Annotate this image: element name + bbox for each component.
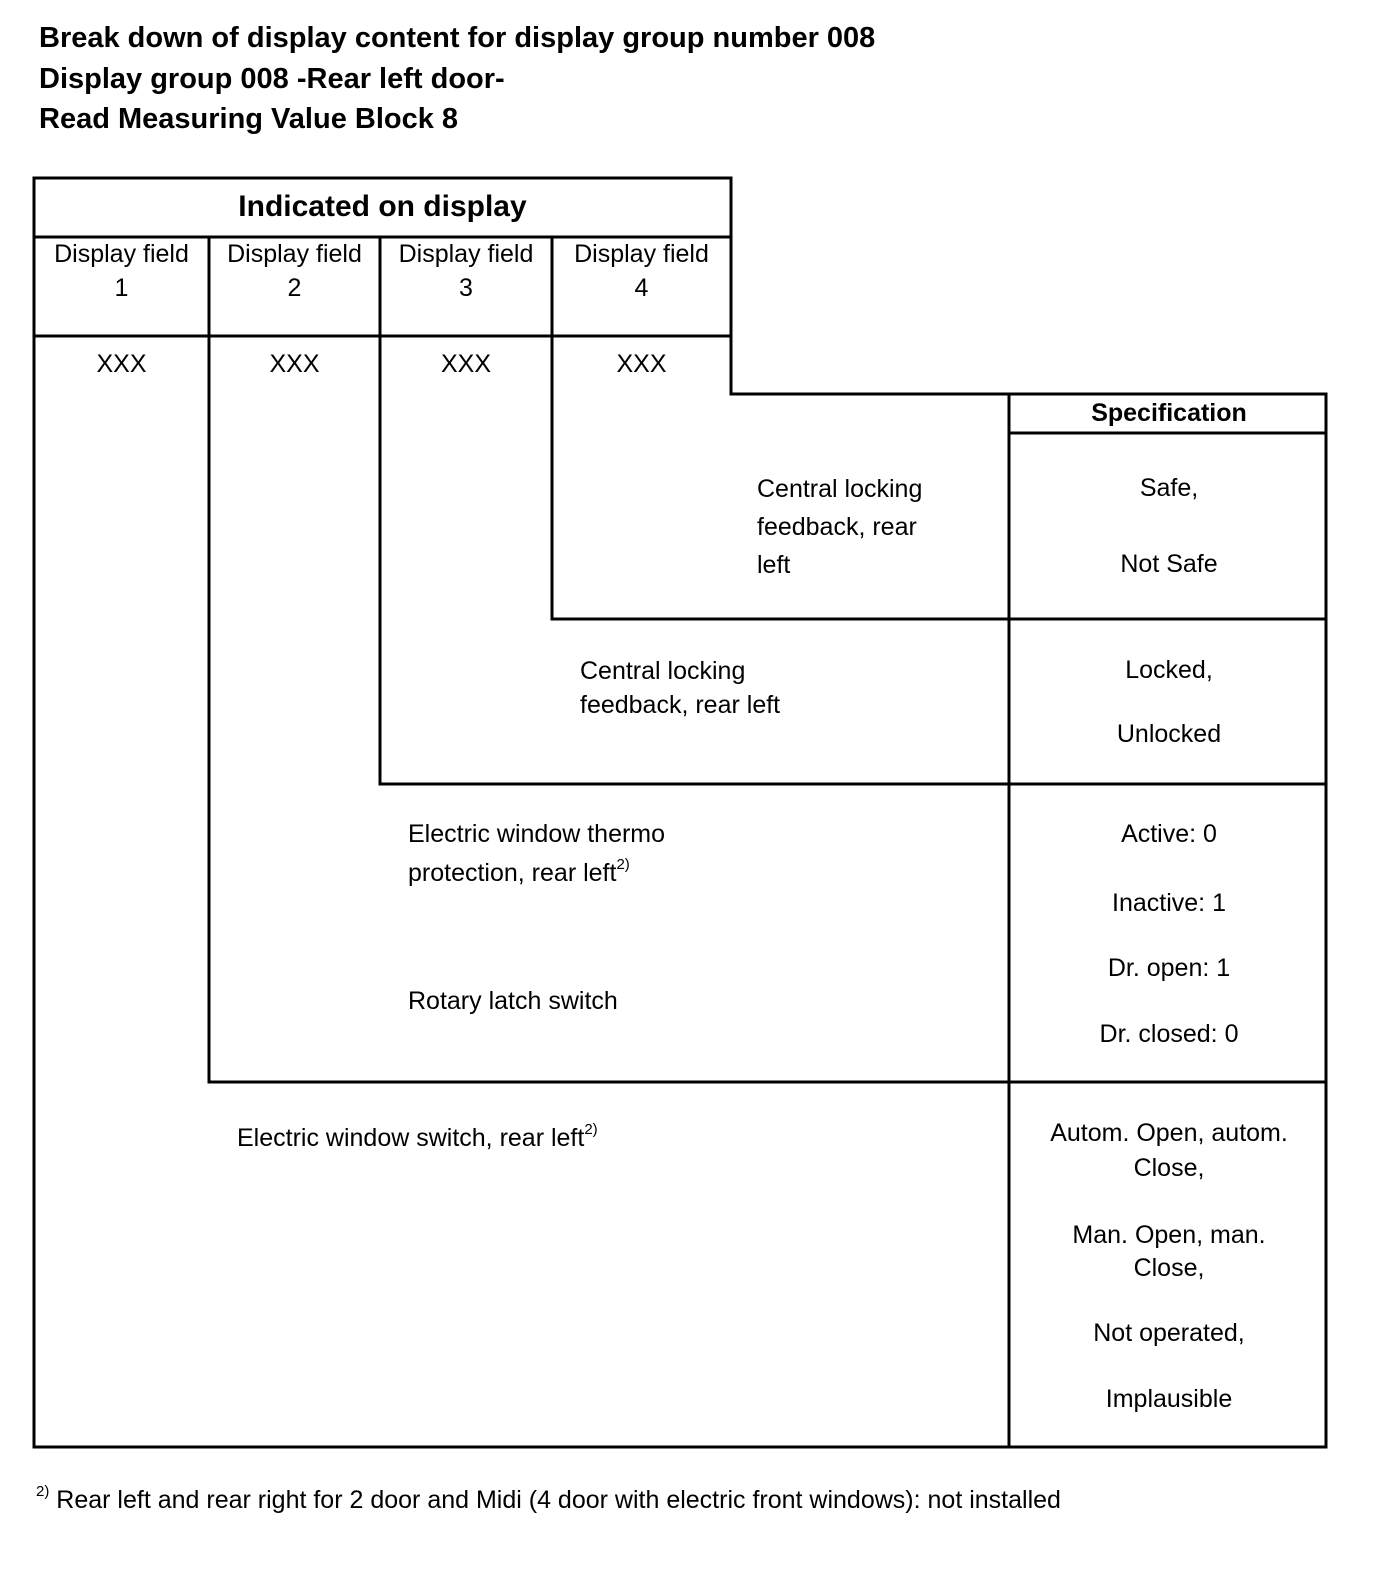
display-field-4-header <box>552 237 731 305</box>
field2-label-rotary: Rotary latch switch <box>408 987 618 1015</box>
field3-label <box>580 654 780 722</box>
field4-label-line2: feedback, rear <box>757 513 917 541</box>
field1-spec-4: Close, <box>1133 1254 1205 1282</box>
field2-spec-2: Inactive: 1 <box>1112 889 1226 917</box>
display-field-3-label: Display field <box>398 240 534 268</box>
field3-label-line1: Central locking <box>580 657 746 685</box>
title-line-1: Break down of display content for display group number 008 <box>39 22 876 54</box>
field2-label-thermo-line2-wrap <box>408 854 665 893</box>
field1-spec-5: Not operated, <box>1093 1319 1245 1347</box>
display-field-3-number: 3 <box>459 274 473 302</box>
display-field-4-number: 4 <box>634 274 649 302</box>
field2-spec-3: Dr. open: 1 <box>1107 954 1231 982</box>
field1-label-text: Electric window switch, rear left <box>237 1124 585 1152</box>
field4-spec-2: Not Safe <box>1120 550 1218 578</box>
indicated-on-display-header: Indicated on display <box>238 190 527 223</box>
display-field-2-number: 2 <box>287 274 302 302</box>
display-field-1-label: Display field <box>54 240 189 268</box>
display-field-4-value: XXX <box>616 350 667 378</box>
field1-spec-1: Autom. Open, autom. <box>1050 1119 1288 1147</box>
title-line-3: Read Measuring Value Block 8 <box>39 103 459 135</box>
field2-label-thermo-line2: protection, rear left <box>408 859 617 887</box>
field2-label-thermo-line1: Electric window thermo <box>408 820 666 848</box>
field1-label <box>237 1119 598 1157</box>
display-field-2-header <box>209 237 380 305</box>
field1-spec-6: Implausible <box>1105 1385 1233 1413</box>
field2-label-thermo <box>408 815 665 893</box>
display-field-1-value: XXX <box>96 350 147 378</box>
field3-spec-1: Locked, <box>1125 656 1213 684</box>
footnote <box>36 1483 1061 1514</box>
display-field-1-number: 1 <box>114 274 129 302</box>
field3-spec-2: Unlocked <box>1116 720 1222 748</box>
field2-footnote-ref: 2) <box>616 856 630 873</box>
footnote-text: Rear left and rear right for 2 door and Midi (4 door with electric front windows): not installed <box>56 1486 1061 1514</box>
field4-spec-1: Safe, <box>1139 474 1199 502</box>
display-field-3-value: XXX <box>440 350 492 378</box>
field2-spec-1: Active: 0 <box>1121 820 1217 848</box>
display-field-1-header <box>34 237 209 305</box>
field4-label-line1: Central locking <box>757 475 923 503</box>
field1-spec-3: Man. Open, man. <box>1072 1221 1266 1249</box>
field4-label-line3: left <box>757 551 791 579</box>
display-field-2-label: Display field <box>227 240 362 268</box>
field4-label <box>757 470 922 584</box>
field3-label-line2: feedback, rear left <box>580 691 781 719</box>
field2-spec-4: Dr. closed: 0 <box>1099 1020 1239 1048</box>
specification-header: Specification <box>1091 399 1247 427</box>
display-field-4-label: Display field <box>574 240 709 268</box>
title-line-2: Display group 008 -Rear left door- <box>39 63 505 95</box>
footnote-marker: 2) <box>36 1483 50 1500</box>
field1-spec-2: Close, <box>1133 1154 1205 1182</box>
display-field-2-value: XXX <box>269 350 320 378</box>
field1-footnote-ref: 2) <box>584 1121 598 1138</box>
display-field-3-header <box>380 237 552 305</box>
